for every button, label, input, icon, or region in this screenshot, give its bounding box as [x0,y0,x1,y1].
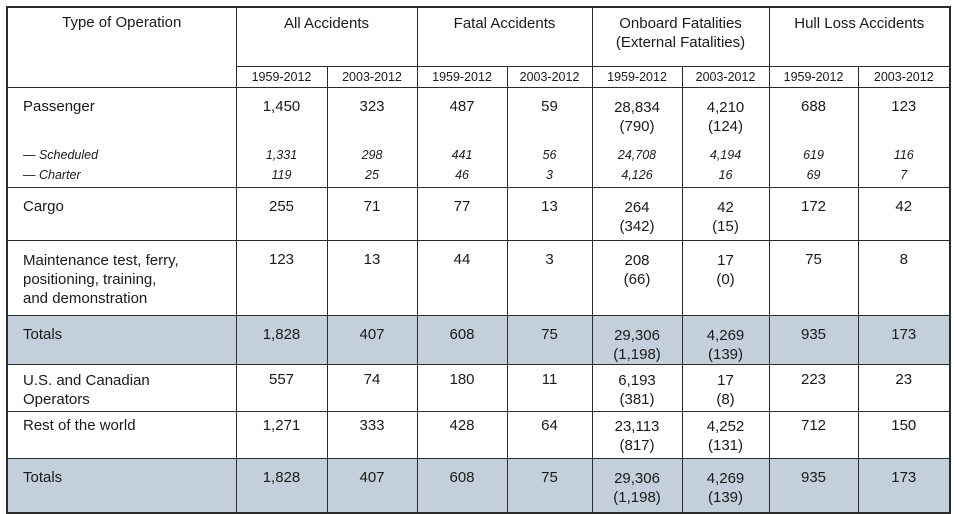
table-cell: 487 [417,88,507,145]
fatalities-value: 28,834 [614,99,660,116]
fatalities-value: 17 [717,252,734,269]
table-cell: 255 [236,188,327,241]
all-accidents-header: All Accidents [236,7,417,67]
header-group-row [7,7,950,67]
external-fatalities-value: (790) [619,118,655,135]
row-label-line: Maintenance test, ferry, [23,252,179,269]
table-cell [682,459,769,513]
table-row-maintenance [7,241,950,316]
row-label: Totals [7,459,236,513]
table-cell [682,365,769,412]
hull-loss-accidents-header: Hull Loss Accidents [769,7,950,67]
table-cell: 123 [858,88,950,145]
table-cell: 123 [236,241,327,316]
table-cell: 24,708 [592,145,682,165]
table-cell: 223 [769,365,858,412]
table-cell: 42 [858,188,950,241]
row-label: — Charter [7,165,236,188]
external-fatalities-value: (817) [619,437,655,454]
table-cell: 71 [327,188,417,241]
external-fatalities-value: (342) [619,218,655,235]
row-label: Passenger [7,88,236,145]
table-cell [592,412,682,459]
table-cell [592,188,682,241]
year-header: 1959-2012 [417,67,507,88]
year-header: 1959-2012 [769,67,858,88]
row-label [7,241,236,316]
onboard-fatalities-header [592,7,769,67]
external-fatalities-value: (0) [716,271,735,288]
external-fatalities-value: (139) [708,489,744,506]
table-cell: 712 [769,412,858,459]
fatal-accidents-header: Fatal Accidents [417,7,592,67]
year-header: 2003-2012 [507,67,592,88]
table-cell [592,316,682,365]
fatalities-value: 17 [717,372,734,389]
external-fatalities-label: (External Fatalities) [615,34,746,51]
table-cell: 333 [327,412,417,459]
accident-statistics-table [6,6,951,514]
table-cell: 7 [858,165,950,188]
table-cell [592,88,682,145]
table-cell: 119 [236,165,327,188]
year-header: 2003-2012 [858,67,950,88]
table-cell: 172 [769,188,858,241]
fatalities-value: 4,269 [706,470,745,487]
table-cell: 8 [858,241,950,316]
fatalities-value: 208 [624,252,650,269]
table-cell: 407 [327,459,417,513]
table-cell: 23 [858,365,950,412]
row-label-line: positioning, training, [23,271,157,288]
table-cell: 25 [327,165,417,188]
table-row-charter [7,165,950,188]
table-cell: 3 [507,241,592,316]
table-cell: 77 [417,188,507,241]
table-cell: 298 [327,145,417,165]
table-cell: 1,271 [236,412,327,459]
row-label: — Scheduled [7,145,236,165]
table-cell: 619 [769,145,858,165]
year-header: 1959-2012 [592,67,682,88]
table-row-passenger [7,88,950,145]
table-cell: 180 [417,365,507,412]
table-cell: 935 [769,316,858,365]
table-cell: 1,331 [236,145,327,165]
table-cell [682,88,769,145]
table-row-totals [7,459,950,513]
table-cell: 173 [858,316,950,365]
fatalities-value: 29,306 [614,327,660,344]
year-header: 1959-2012 [236,67,327,88]
table-cell: 75 [507,459,592,513]
row-label-line: Operators [23,391,90,408]
fatalities-value: 4,252 [706,418,745,435]
table-cell: 4,126 [592,165,682,188]
table-cell: 13 [507,188,592,241]
row-label: Cargo [7,188,236,241]
row-label: Totals [7,316,236,365]
fatalities-value: 6,193 [618,372,656,389]
table-cell: 557 [236,365,327,412]
fatalities-value: 4,269 [706,327,745,344]
table-cell: 69 [769,165,858,188]
table-cell: 64 [507,412,592,459]
table-cell: 428 [417,412,507,459]
table-row-rest-of-world [7,412,950,459]
external-fatalities-value: (8) [716,391,735,408]
table-cell: 11 [507,365,592,412]
fatalities-value: 42 [717,199,734,216]
table-cell [682,412,769,459]
external-fatalities-value: (66) [623,271,651,288]
table-cell: 46 [417,165,507,188]
table-cell [592,365,682,412]
row-label-line: U.S. and Canadian [23,372,150,389]
fatalities-value: 4,210 [706,99,745,116]
table-cell: 173 [858,459,950,513]
row-label: Rest of the world [7,412,236,459]
table-cell: 688 [769,88,858,145]
table-cell: 56 [507,145,592,165]
table-cell: 608 [417,459,507,513]
table-cell: 1,828 [236,459,327,513]
table-cell: 935 [769,459,858,513]
table-cell: 608 [417,316,507,365]
external-fatalities-value: (1,198) [613,489,661,506]
type-of-operation-header: Type of Operation [7,7,236,88]
year-header: 2003-2012 [682,67,769,88]
fatalities-value: 29,306 [614,470,660,487]
table-cell [682,188,769,241]
year-header: 2003-2012 [327,67,417,88]
external-fatalities-value: (139) [708,346,744,363]
fatalities-value: 264 [624,199,650,216]
fatalities-value: 23,113 [614,418,660,435]
row-label [7,365,236,412]
table-cell: 59 [507,88,592,145]
table-cell: 323 [327,88,417,145]
table-row-scheduled [7,145,950,165]
table-cell: 441 [417,145,507,165]
onboard-fatalities-label: Onboard Fatalities [619,15,742,32]
table-cell: 44 [417,241,507,316]
table-row-us-canada [7,365,950,412]
table-cell: 75 [769,241,858,316]
table-cell: 3 [507,165,592,188]
row-label-line: and demonstration [23,290,148,307]
table-cell: 150 [858,412,950,459]
external-fatalities-value: (1,198) [613,346,661,363]
table-cell [592,241,682,316]
table-cell: 75 [507,316,592,365]
table-cell: 16 [682,165,769,188]
table-row-totals [7,316,950,365]
external-fatalities-value: (381) [619,391,655,408]
table-cell [682,316,769,365]
table-cell: 1,450 [236,88,327,145]
table-cell [592,459,682,513]
table-cell: 13 [327,241,417,316]
external-fatalities-value: (131) [708,437,744,454]
table-cell: 116 [858,145,950,165]
table-cell [682,241,769,316]
table-cell: 407 [327,316,417,365]
table-cell: 74 [327,365,417,412]
external-fatalities-value: (124) [708,118,744,135]
table-cell: 4,194 [682,145,769,165]
table-cell: 1,828 [236,316,327,365]
external-fatalities-value: (15) [712,218,739,235]
table-row-cargo [7,188,950,241]
